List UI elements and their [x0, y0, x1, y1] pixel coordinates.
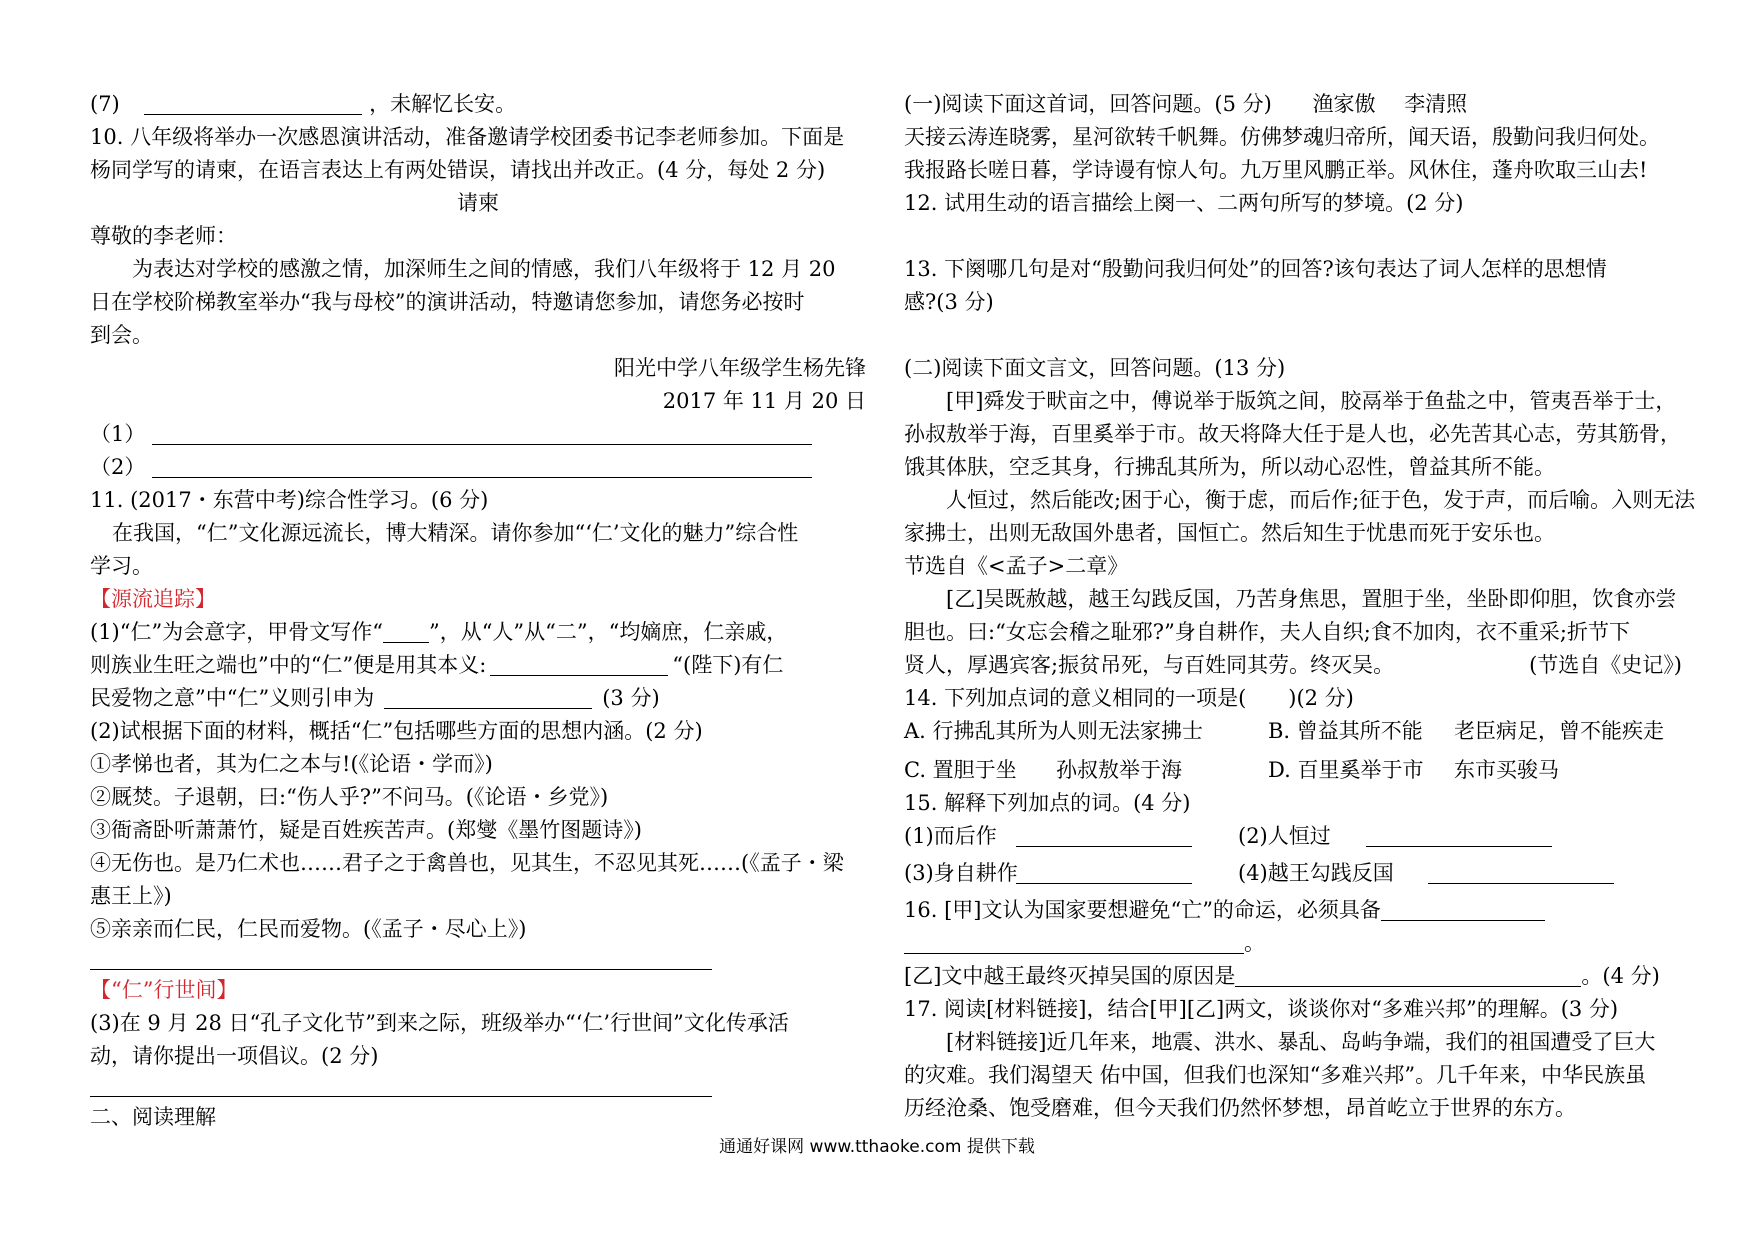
q16-blank-1b[interactable]	[904, 931, 1244, 954]
material-4b: 惠王上》)	[90, 884, 172, 908]
option-d-1[interactable]: D. 百里奚举于市	[1268, 758, 1424, 782]
option-b-2[interactable]: 老臣病足，曾不能疾走	[1454, 719, 1664, 743]
option-a-1[interactable]: A. 行拂乱其所为	[904, 719, 1059, 743]
p3-line-2: 动，请你提出一项倡议。(2 分)	[90, 1044, 379, 1068]
q15-blank-4[interactable]	[1428, 861, 1614, 884]
q10-text-1: 10. 八年级将举办一次感恩演讲活动，准备邀请学校团委书记李老师参加。下面是	[90, 125, 845, 149]
q11-text-2: 学习。	[90, 554, 153, 578]
q15-row-2: (3)身自耕作 (4)越王勾践反国	[904, 857, 1682, 890]
letter-body-3: 到会。	[90, 323, 153, 347]
right-column	[904, 88, 1696, 1125]
option-b-1[interactable]: B. 曾益其所不能	[1268, 719, 1423, 743]
answer-line-p2[interactable]	[90, 969, 712, 970]
answer-line-1: （1）	[90, 418, 866, 451]
p1-line-1: (1)“仁”为会意字，甲骨文写作“ ”，从“人”从“二”，“均嫡庶，仁亲戚，	[90, 620, 788, 644]
material-4a: ④无伤也。是乃仁术也……君子之于禽兽也，见其生，不忍见其死……(《孟子・梁	[90, 851, 844, 875]
q12-text: 12. 试用生动的语言描绘上阕一、二两句所写的梦境。(2 分)	[904, 191, 1464, 215]
yi-line-2: 胆也。曰:“女忘会稽之耻邪?”身自耕作，夫人自织;食不加肉，衣不重采;折节下	[904, 620, 1630, 644]
q17-text: 17. 阅读[材料链接]，结合[甲][乙]两文，谈谈你对“多难兴邦”的理解。(3 分)	[904, 997, 1619, 1021]
poem-author: 李清照	[1404, 92, 1468, 116]
p2-question: (2)试根据下面的材料，概括“仁”包括哪些方面的思想内涵。(2 分)	[90, 719, 703, 743]
q15-blank-2[interactable]	[1366, 824, 1552, 847]
letter-signature: 阳光中学八年级学生杨先锋	[614, 356, 866, 380]
answer-blank-1[interactable]	[152, 422, 812, 445]
q15-row-1: (1)而后作 (2)人恒过	[904, 820, 1682, 853]
q11-title: 11. (2017・东营中考)综合性学习。(6 分)	[90, 488, 489, 512]
jia-line-3: 饿其体肤，空乏其身，行拂乱其所为，所以动心忍性，曾益其所不能。	[904, 455, 1555, 479]
material-2: ②厩焚。子退朝，曰:“伤人乎?”不问马。(《论语・乡党》)	[90, 785, 609, 809]
option-a-2[interactable]: 人则无法家拂士	[1056, 719, 1203, 743]
p1-blank-meaning[interactable]	[490, 653, 668, 676]
jia-line-2: 孙叔敖举于海，百里奚举于市。故天将降大任于是人也，必先苦其心志，劳其筋骨，	[904, 422, 1681, 446]
answer-blank-2[interactable]	[152, 455, 812, 478]
poem-title: 渔家傲	[1312, 92, 1376, 116]
q7-blank[interactable]	[144, 92, 362, 115]
q15-blank-1[interactable]	[1016, 824, 1192, 847]
q7-line: (7) ，未解忆长安。	[90, 92, 517, 116]
link-line-2: 的灾难。我们渴望天 佑中国，但我们也深知“多难兴邦”。几千年来，中华民族虽	[904, 1063, 1647, 1087]
link-line-3: 历经沧桑、饱受磨难，但今天我们仍然怀梦想，昂首屹立于世界的东方。	[904, 1096, 1576, 1120]
yi-line-3: 贤人，厚遇宾客;振贫吊死，与百姓同其劳。终灭吴。 (节选自《史记》)	[904, 649, 1682, 682]
answer-line-2: （2）	[90, 451, 866, 484]
material-1: ①孝悌也者，其为仁之本与!(《论语・学而》)	[90, 752, 493, 776]
section-heading-origin: 【源流追踪】	[90, 587, 216, 611]
q13-text-2: 感?(3 分)	[904, 290, 994, 314]
q16-line-1: 16. [甲]文认为国家要想避免“亡”的命运，必须具备	[904, 894, 1682, 927]
left-column	[90, 88, 866, 1134]
part-two-heading: 二、阅读理解	[90, 1105, 216, 1129]
q14-text: 14. 下列加点词的意义相同的一项是( )(2 分)	[904, 686, 1354, 710]
page-footer: 通通好课网 www.tthaoke.com 提供下载	[719, 1137, 1035, 1157]
p1-line-3: 民爱物之意”中“仁”义则引申为 (3 分)	[90, 686, 660, 710]
reading-1-heading: (一)阅读下面这首词，回答问题。(5 分) 渔家傲 李清照	[904, 92, 1468, 116]
letter-body-2: 日在学校阶梯教室举办“我与母校”的演讲活动，特邀请您参加，请您务必按时	[90, 290, 805, 314]
poem-line-1: 天接云涛连晓雾，星河欲转千帆舞。仿佛梦魂归帝所，闻天语，殷勤问我归何处。	[904, 125, 1660, 149]
option-c-2[interactable]: 孙叔敖举于海	[1056, 758, 1182, 782]
yi-line-1: [乙]吴既赦越，越王勾践反国，乃苦身焦思，置胆于坐，坐卧即仰胆，饮食亦尝	[946, 587, 1677, 611]
q16-line-2: 。	[904, 927, 1682, 960]
jia-line-1: [甲]舜发于畎亩之中，傅说举于版筑之间，胶鬲举于鱼盐之中，管夷吾举于士，	[946, 389, 1677, 413]
p3-line-1: (3)在 9 月 28 日“孔子文化节”到来之际，班级举办“‘仁’行世间”文化传承活	[90, 1011, 789, 1035]
q15-blank-3[interactable]	[1016, 861, 1192, 884]
q16-line-3: [乙]文中越王最终灭掉吴国的原因是 。(4 分)	[904, 964, 1660, 988]
material-5: ⑤亲亲而仁民，仁民而爱物。(《孟子・尽心上》)	[90, 917, 527, 941]
jia-line-4: 人恒过，然后能改;困于心，衡于虑，而后作;征于色，发于声，而后喻。入则无法	[946, 488, 1696, 512]
q15-text: 15. 解释下列加点的词。(4 分)	[904, 791, 1191, 815]
q16-blank-1a[interactable]	[1381, 898, 1545, 921]
poem-line-2: 我报路长嗟日暮，学诗谩有惊人句。九万里风鹏正举。风休住，蓬舟吹取三山去!	[904, 158, 1648, 182]
jia-source: 节选自《<孟子>二章》	[904, 554, 1129, 578]
letter-date: 2017 年 11 月 20 日	[662, 389, 866, 413]
q14-options-ab	[904, 715, 1682, 748]
q13-text-1: 13. 下阕哪几句是对“殷勤问我归何处”的回答?该句表达了词人怎样的思想情	[904, 257, 1607, 281]
p1-blank-extended[interactable]	[384, 686, 592, 709]
reading-2-heading: (二)阅读下面文言文，回答问题。(13 分)	[904, 356, 1286, 380]
letter-title: 请柬	[457, 191, 499, 215]
material-3: ③衙斋卧听萧萧竹，疑是百姓疾苦声。(郑燮《墨竹图题诗》)	[90, 818, 642, 842]
letter-greeting: 尊敬的李老师：	[90, 224, 237, 248]
letter-body-1: 为表达对学校的感激之情，加深师生之间的情感，我们八年级将于 12 月 20	[132, 257, 836, 281]
option-d-2[interactable]: 东市买骏马	[1454, 758, 1559, 782]
q16-blank-2[interactable]	[1235, 964, 1581, 987]
p1-blank-glyph[interactable]	[383, 620, 429, 643]
q14-options-cd	[904, 754, 1682, 787]
section-heading-practice: 【“仁”行世间】	[90, 978, 238, 1002]
q11-text-1: 在我国，“仁”文化源远流长，博大精深。请你参加“‘仁’文化的魅力”综合性	[112, 521, 799, 545]
p1-line-2: 则族业生旺之端也”中的“仁”便是用其本义: “(陛下)有仁	[90, 653, 784, 677]
q10-text-2: 杨同学写的请柬，在语言表达上有两处错误，请找出并改正。(4 分，每处 2 分)	[90, 158, 826, 182]
link-line-1: [材料链接]近几年来，地震、洪水、暴乱、岛屿争端，我们的祖国遭受了巨大	[946, 1030, 1656, 1054]
jia-line-5: 家拂士，出则无敌国外患者，国恒亡。然后知生于忧患而死于安乐也。	[904, 521, 1555, 545]
answer-line-p3[interactable]	[90, 1096, 712, 1097]
yi-source: (节选自《史记》)	[1529, 653, 1682, 677]
option-c-1[interactable]: C. 置胆于坐	[904, 758, 1017, 782]
